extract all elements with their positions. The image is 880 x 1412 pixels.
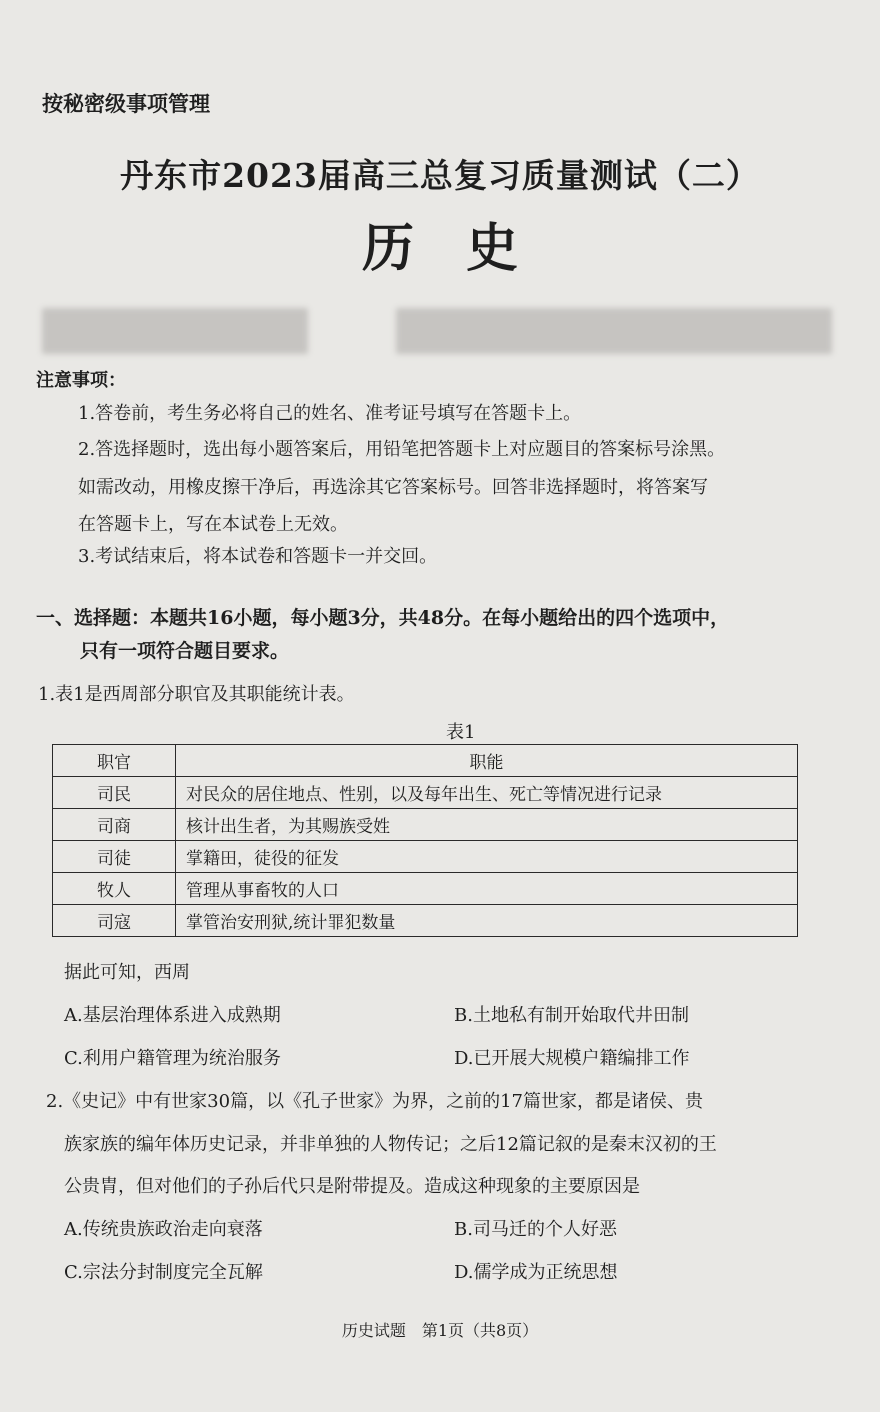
question-1-stem: 1.表1是西周部分职官及其职能统计表。 bbox=[38, 684, 355, 705]
officials-table bbox=[52, 744, 798, 937]
table-row bbox=[53, 873, 798, 905]
page-footer: 历史试题 第1页（共8页） bbox=[341, 1321, 539, 1340]
question-2-stem-line: 2.《史记》中有世家30篇，以《孔子世家》为界，之前的17篇世家，都是诸侯、贵 bbox=[46, 1091, 703, 1112]
section-heading bbox=[36, 602, 729, 668]
table-caption: 表1 bbox=[446, 722, 476, 743]
table-row bbox=[53, 809, 798, 841]
question-1-lead: 据此可知，西周 bbox=[64, 962, 190, 983]
table-cell: 掌管治安刑狱,统计罪犯数量 bbox=[176, 905, 798, 937]
subject-title: 历史 bbox=[361, 218, 570, 279]
redacted-field bbox=[396, 308, 832, 354]
table-header-cell: 职官 bbox=[53, 745, 176, 777]
question-2-option-a: A.传统贵族政治走向衰落 bbox=[64, 1219, 263, 1240]
table-cell: 司民 bbox=[53, 777, 176, 809]
question-1-option-c: C.利用户籍管理为统治服务 bbox=[64, 1048, 281, 1069]
table-cell: 对民众的居住地点、性别，以及每年出生、死亡等情况进行记录 bbox=[176, 777, 798, 809]
section-heading-line: 一、选择题：本题共16小题，每小题3分，共48分。在每小题给出的四个选项中， bbox=[36, 607, 730, 629]
notice-line: 2.答选择题时，选出每小题答案后，用铅笔把答题卡上对应题目的答案标号涂黑。 bbox=[78, 439, 726, 460]
table-header-row bbox=[53, 745, 798, 777]
question-2-option-b: B.司马迁的个人好恶 bbox=[454, 1219, 617, 1240]
table-cell: 管理从事畜牧的人口 bbox=[176, 873, 798, 905]
question-1-option-a: A.基层治理体系进入成熟期 bbox=[64, 1005, 281, 1026]
question-2-stem-line: 族家族的编年体历史记录，并非单独的人物传记；之后12篇记叙的是秦末汉初的王 bbox=[64, 1134, 717, 1155]
table-row bbox=[53, 841, 798, 873]
table-row bbox=[53, 777, 798, 809]
section-heading-line: 只有一项符合题目要求。 bbox=[80, 640, 290, 662]
table-cell: 牧人 bbox=[53, 873, 176, 905]
question-2-stem-line: 公贵胄，但对他们的子孙后代只是附带提及。造成这种现象的主要原因是 bbox=[64, 1176, 640, 1197]
table-cell: 司徒 bbox=[53, 841, 176, 873]
secret-level-label: 按秘密级事项管理 bbox=[42, 91, 210, 116]
notice-line: 3.考试结束后，将本试卷和答题卡一并交回。 bbox=[78, 546, 438, 567]
table-cell: 核计出生者，为其赐族受姓 bbox=[176, 809, 798, 841]
notice-line: 1.答卷前，考生务必将自己的姓名、准考证号填写在答题卡上。 bbox=[78, 403, 582, 424]
exam-title: 丹东市2023届高三总复习质量测试（二） bbox=[120, 156, 760, 195]
notice-line: 在答题卡上，写在本试卷上无效。 bbox=[78, 514, 348, 535]
question-1-option-d: D.已开展大规模户籍编排工作 bbox=[454, 1048, 690, 1069]
notice-line: 如需改动，用橡皮擦干净后，再选涂其它答案标号。回答非选择题时，将答案写 bbox=[78, 477, 708, 498]
question-2-option-c: C.宗法分封制度完全瓦解 bbox=[64, 1262, 263, 1283]
table-cell: 司寇 bbox=[53, 905, 176, 937]
table-cell: 司商 bbox=[53, 809, 176, 841]
table-header-cell: 职能 bbox=[176, 745, 798, 777]
question-2-option-d: D.儒学成为正统思想 bbox=[454, 1262, 618, 1283]
notice-title: 注意事项： bbox=[36, 370, 126, 391]
question-1-option-b: B.土地私有制开始取代井田制 bbox=[454, 1005, 689, 1026]
redacted-field bbox=[42, 308, 308, 354]
table-row bbox=[53, 905, 798, 937]
table-cell: 掌籍田，徒役的征发 bbox=[176, 841, 798, 873]
